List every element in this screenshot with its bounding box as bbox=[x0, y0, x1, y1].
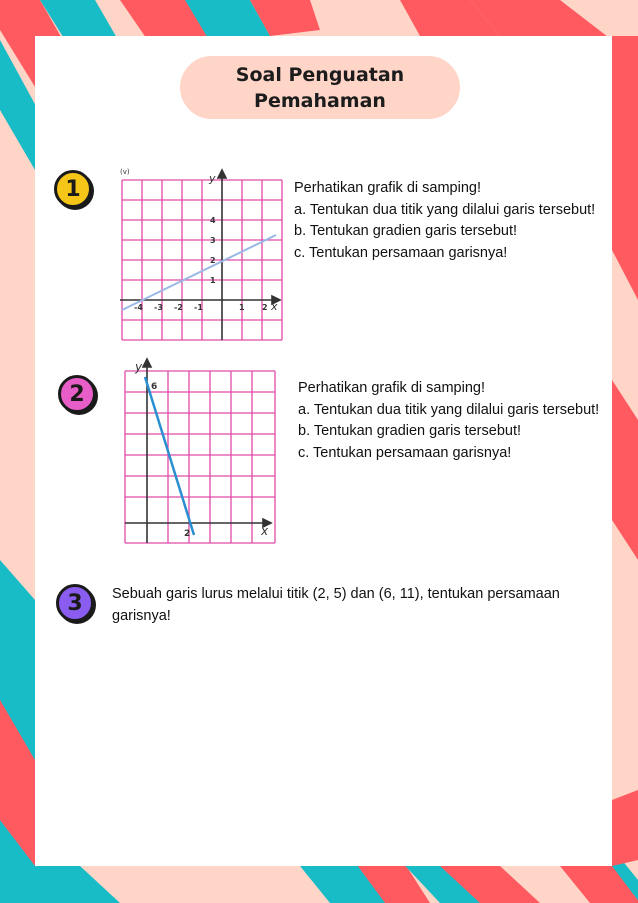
graph-1-axes bbox=[120, 170, 280, 340]
question-2-graph bbox=[115, 355, 280, 547]
question-1-text bbox=[294, 178, 595, 264]
question-2-part-c: c. Tentukan persamaan garisnya! bbox=[298, 444, 512, 461]
graph-2-y-intercept-label: 6 bbox=[151, 382, 158, 392]
graph-1-x-tick: -2 bbox=[174, 303, 183, 312]
question-2-part-b: b. Tentukan gradien garis tersebut! bbox=[298, 423, 522, 439]
graph-1-y-label: y bbox=[209, 172, 216, 185]
question-2-text bbox=[298, 378, 599, 464]
graph-1-y-tick: 2 bbox=[210, 256, 216, 265]
title-line-2: Pemahaman bbox=[254, 90, 386, 112]
title-line-1: Soal Penguatan bbox=[235, 64, 405, 86]
question-1-number-badge: 1 bbox=[54, 170, 92, 208]
question-1-intro: Perhatikan grafik di samping! bbox=[294, 180, 481, 196]
graph-2-x-intercept-label: 2 bbox=[184, 529, 191, 539]
graph-1-y-tick: 1 bbox=[210, 276, 216, 285]
question-1-part-a: a. Tentukan dua titik yang dilalui garis tersebut! bbox=[294, 201, 596, 218]
question-1-graph bbox=[110, 162, 285, 344]
question-2-number-badge: 2 bbox=[58, 375, 96, 413]
question-1-part-c: c. Tentukan persamaan garisnya! bbox=[294, 244, 508, 261]
graph-1-x-tick: 1 bbox=[239, 303, 245, 312]
question-1-part-b: b. Tentukan gradien garis tersebut! bbox=[294, 223, 518, 239]
graph-1-x-tick: -3 bbox=[154, 303, 163, 312]
graph-2-line bbox=[145, 377, 194, 535]
graph-1-x-tick: -1 bbox=[194, 303, 203, 312]
page-title bbox=[180, 56, 460, 119]
question-3-body: Sebuah garis lurus melalui titik (2, 5) dan (6, 11), tentukan persamaan garisnya! bbox=[112, 586, 560, 624]
graph-1-x-tick: 2 bbox=[262, 303, 268, 312]
graph-1-x-tick: -4 bbox=[134, 303, 143, 312]
graph-2-y-label: y bbox=[135, 360, 143, 374]
graph-1-grid bbox=[122, 180, 282, 340]
graph-2-x-label: x bbox=[261, 524, 269, 538]
graph-1-corner-mark: (v) bbox=[120, 168, 130, 176]
graph-1-y-tick: 4 bbox=[210, 216, 216, 225]
graph-1-y-tick: 3 bbox=[210, 236, 216, 245]
question-3-text bbox=[112, 584, 592, 627]
question-3-number-badge: 3 bbox=[56, 584, 94, 622]
question-2-intro: Perhatikan grafik di samping! bbox=[298, 380, 485, 396]
graph-1-line bbox=[122, 235, 276, 310]
graph-1-x-label: x bbox=[271, 300, 278, 313]
question-2-part-a: a. Tentukan dua titik yang dilalui garis tersebut! bbox=[298, 401, 600, 418]
